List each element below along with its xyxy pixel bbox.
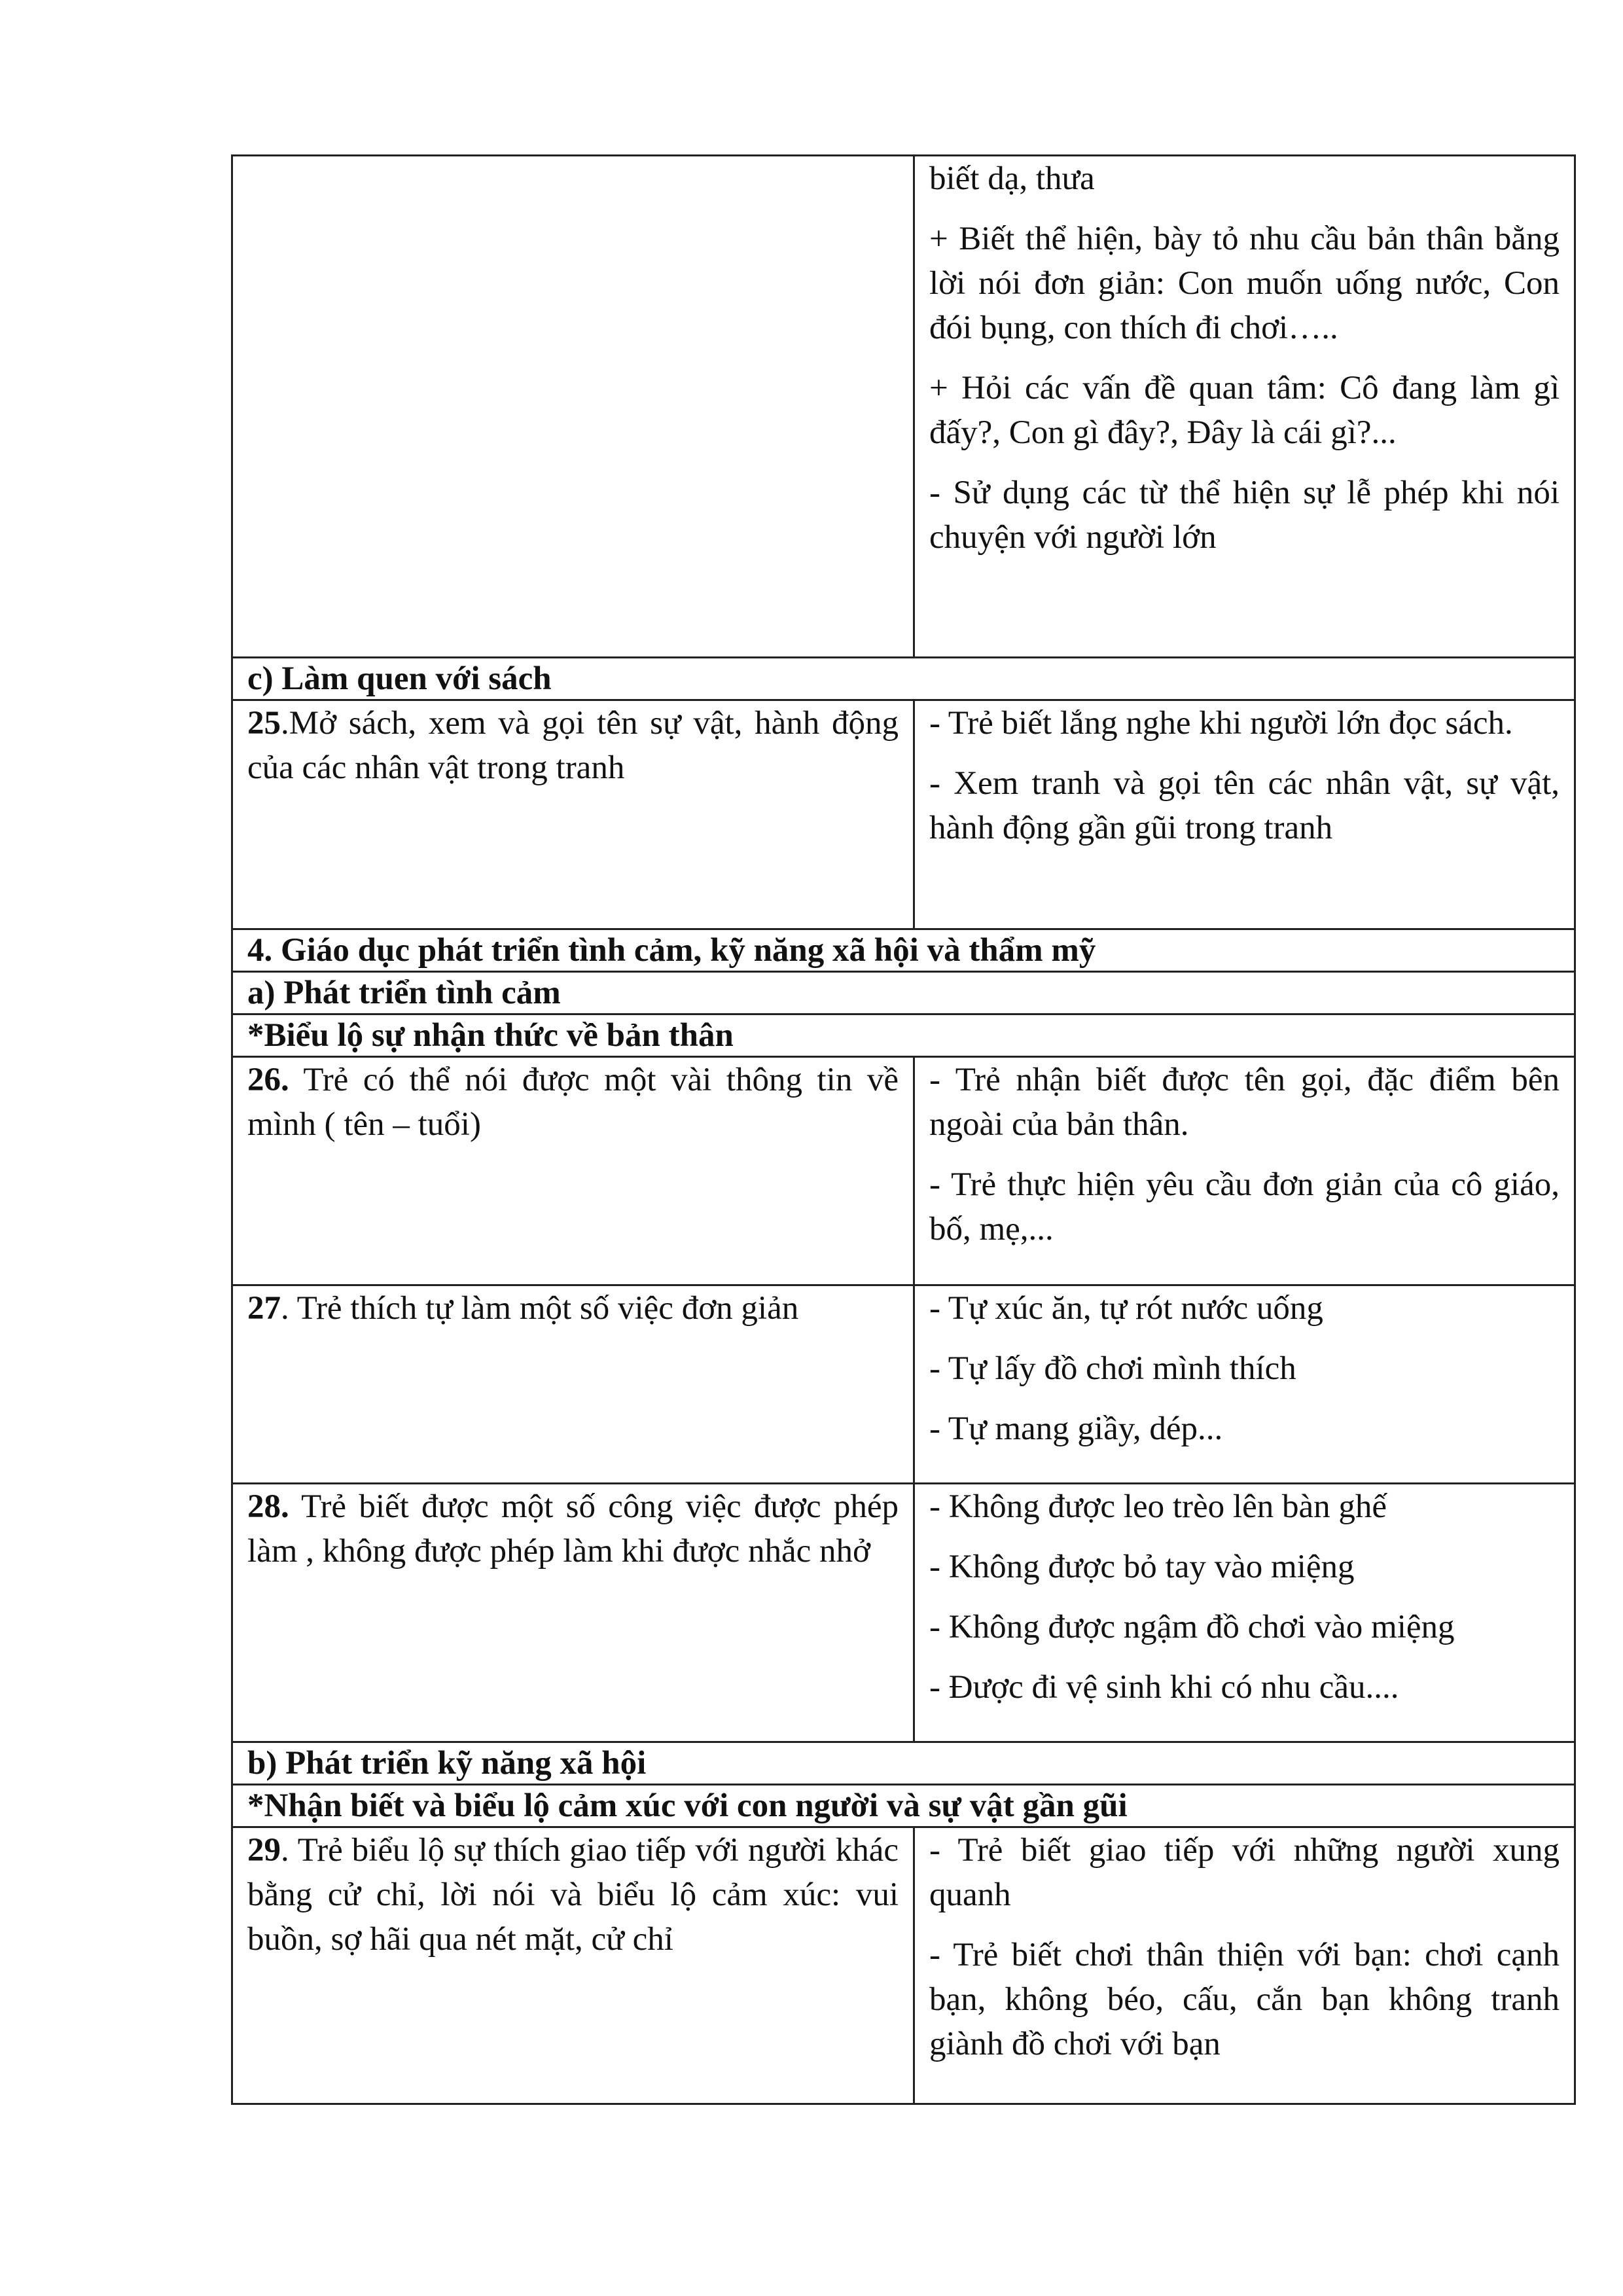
cell-paragraph: - Trẻ biết giao tiếp với những người xung quanh xyxy=(929,1832,1560,1913)
item-number: 27 xyxy=(247,1290,281,1327)
section-row xyxy=(232,1742,1575,1785)
item-description: Trẻ có thể nói được một vài thông tin về mình ( tên – tuổi) xyxy=(247,1062,899,1143)
cell-paragraph: + Biết thể hiện, bày tỏ nhu cầu bản thân bằng lời nói đơn giản: Con muốn uống nước, Con đói bụng, con thích đi chơi….. xyxy=(929,221,1560,346)
section-row xyxy=(232,972,1575,1014)
right-cell xyxy=(914,156,1575,658)
cell-paragraph: - Trẻ thực hiện yêu cầu đơn giản của cô giáo, bố, mẹ,... xyxy=(929,1166,1560,1247)
section-row xyxy=(232,658,1575,700)
cell-paragraph: - Trẻ biết chơi thân thiện với bạn: chơi cạnh bạn, không béo, cấu, cắn bạn không tranh giành đồ chơi với bạn xyxy=(929,1937,1560,2062)
cell-paragraph: + Hỏi các vấn đề quan tâm: Cô đang làm gì đấy?, Con gì đây?, Đây là cái gì?... xyxy=(929,370,1560,451)
table-row xyxy=(232,700,1575,929)
section-row xyxy=(232,929,1575,972)
item-number: 25 xyxy=(247,705,281,742)
table-row xyxy=(232,156,1575,658)
left-cell xyxy=(232,1057,914,1285)
item-description: . Trẻ biểu lộ sự thích giao tiếp với người khác bằng cử chỉ, lời nói và biểu lộ cảm xúc: vui buồn, sợ hãi qua nét mặt, cử chỉ xyxy=(247,1832,899,1958)
section-heading: a) Phát triển tình cảm xyxy=(232,972,1575,1014)
table-row xyxy=(232,1827,1575,2104)
right-cell xyxy=(914,700,1575,929)
cell-paragraph: - Trẻ biết lắng nghe khi người lớn đọc sách. xyxy=(929,705,1513,742)
section-heading: c) Làm quen với sách xyxy=(232,658,1575,700)
item-description: . Trẻ thích tự làm một số việc đơn giản xyxy=(281,1290,799,1327)
cell-paragraph: - Được đi vệ sinh khi có nhu cầu.... xyxy=(929,1669,1399,1706)
section-row xyxy=(232,1014,1575,1057)
item-number: 29 xyxy=(247,1832,281,1869)
item-text xyxy=(247,1058,899,1147)
table-row xyxy=(232,1057,1575,1285)
section-heading: *Biểu lộ sự nhận thức về bản thân xyxy=(232,1014,1575,1057)
curriculum-table xyxy=(231,154,1576,2105)
section-heading: 4. Giáo dục phát triển tình cảm, kỹ năng xã hội và thẩm mỹ xyxy=(232,929,1575,972)
cell-paragraph: - Tự lấy đồ chơi mình thích xyxy=(929,1350,1296,1387)
item-text xyxy=(247,1484,899,1573)
right-cell xyxy=(914,1285,1575,1484)
item-text xyxy=(247,1828,899,1962)
item-description: .Mở sách, xem và gọi tên sự vật, hành động của các nhân vật trong tranh xyxy=(247,705,899,786)
left-cell xyxy=(232,1827,914,2104)
item-number: 28. xyxy=(247,1488,289,1525)
item-text xyxy=(247,701,899,790)
section-heading: b) Phát triển kỹ năng xã hội xyxy=(232,1742,1575,1785)
cell-paragraph: - Tự mang giầy, dép... xyxy=(929,1410,1223,1447)
right-cell xyxy=(914,1827,1575,2104)
left-cell xyxy=(232,700,914,929)
item-description: Trẻ biết được một số công việc được phép làm , không được phép làm khi được nhắc nhở xyxy=(247,1488,899,1570)
item-number: 26. xyxy=(247,1062,289,1098)
section-row xyxy=(232,1785,1575,1827)
right-cell xyxy=(914,1484,1575,1742)
left-cell xyxy=(232,156,914,658)
item-text xyxy=(247,1286,899,1331)
right-cell xyxy=(914,1057,1575,1285)
table-row xyxy=(232,1285,1575,1484)
section-heading: *Nhận biết và biểu lộ cảm xúc với con người và sự vật gần gũi xyxy=(232,1785,1575,1827)
cell-paragraph: - Trẻ nhận biết được tên gọi, đặc điểm bên ngoài của bản thân. xyxy=(929,1062,1560,1143)
left-cell xyxy=(232,1285,914,1484)
table-row xyxy=(232,1484,1575,1742)
cell-paragraph: - Không được leo trèo lên bàn ghế xyxy=(929,1488,1387,1525)
cell-paragraph: - Không được ngậm đồ chơi vào miệng xyxy=(929,1609,1455,1645)
cell-paragraph: biết dạ, thưa xyxy=(929,160,1095,197)
cell-paragraph: - Xem tranh và gọi tên các nhân vật, sự vật, hành động gần gũi trong tranh xyxy=(929,765,1560,846)
left-cell xyxy=(232,1484,914,1742)
cell-paragraph: - Sử dụng các từ thể hiện sự lễ phép khi nói chuyện với người lớn xyxy=(929,475,1560,556)
cell-paragraph: - Không được bỏ tay vào miệng xyxy=(929,1549,1355,1585)
cell-paragraph: - Tự xúc ăn, tự rót nước uống xyxy=(929,1290,1323,1327)
